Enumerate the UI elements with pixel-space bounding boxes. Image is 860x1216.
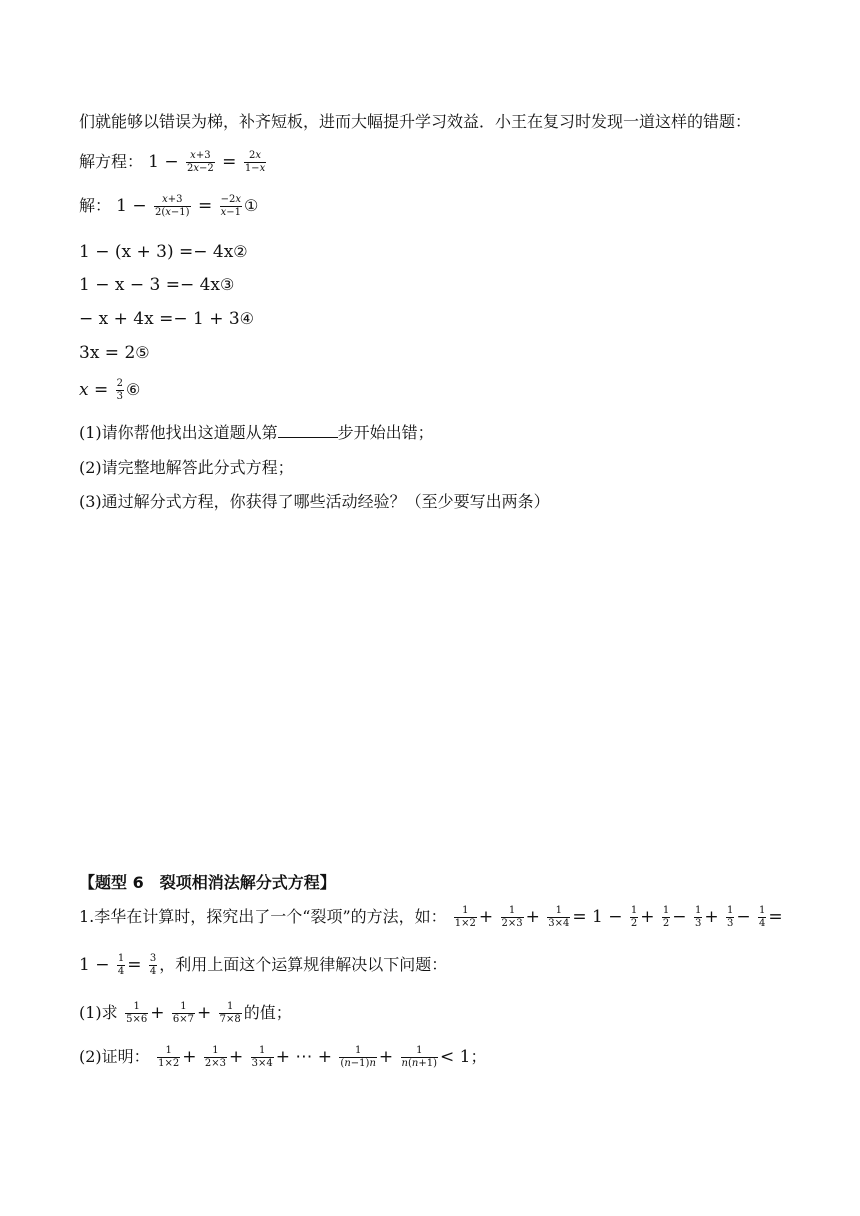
circled-number: ② — [233, 242, 248, 261]
fraction: $\frac{2}{3}$ — [116, 378, 124, 402]
part-2-tail: ； — [470, 1047, 487, 1066]
question-1-tail: 步开始出错； — [337, 423, 434, 442]
problem-intro-line — [79, 905, 783, 930]
step-1-math: 1 − $\frac{x+3}{2(x-1)}$ = $\frac{-2x}{x-1}$ — [116, 194, 241, 218]
question-3 — [79, 490, 550, 514]
problem-intro-text: 1.李华在计算时，探究出了一个“裂项”的方法，如： — [79, 907, 447, 926]
fraction: $\frac{1}{(n-1)n}$ — [340, 1045, 376, 1069]
equation-line — [79, 150, 268, 175]
part-2-label: (2)证明： — [79, 1047, 150, 1066]
question-1 — [79, 421, 434, 445]
circled-number: ④ — [239, 309, 255, 328]
answer-blank[interactable] — [278, 422, 338, 438]
step-4-math: − x + 4x =− 1 + 3 — [79, 309, 240, 329]
question-3-text: (3)通过解分式方程，你获得了哪些活动经验？（至少要写出两条） — [79, 492, 550, 511]
solution-step-5 — [79, 341, 150, 365]
part-1-label: (1)求 — [79, 1003, 118, 1022]
rule-math: 1 − $\frac{1}{4}$ = $\frac{3}{4}$ — [79, 953, 157, 977]
circled-number: ① — [244, 196, 259, 215]
solution-label: 解： — [79, 196, 112, 215]
fraction: $\frac{1}{2}$ — [662, 905, 670, 929]
split-example-math: $\frac{1}{1\times 2}$ + $\frac{1}{2\times 3}$ + $\frac{1}{3\times 4}$ = 1 − $\frac{1}{2}$ + $\frac{1}{2}$ − $\frac{1}{3}$ + $\frac{1}{3}$ − $\frac{1}{4}$ = — [454, 905, 783, 929]
fraction: $\frac{1}{6\times 7}$ — [172, 1001, 194, 1025]
fraction: $\frac{1}{7\times 8}$ — [219, 1001, 241, 1025]
fraction: $\frac{1}{3\times 4}$ — [251, 1045, 273, 1069]
solution-step-6 — [79, 378, 140, 403]
circled-number: ③ — [220, 275, 235, 294]
circled-number: ⑥ — [126, 380, 141, 399]
equation-label: 解方程： — [79, 152, 144, 171]
fraction: $\frac{1}{1\times 2}$ — [454, 905, 476, 929]
fraction: $\frac{1}{2}$ — [630, 905, 638, 929]
problem-rule-line — [79, 953, 447, 978]
equation-math: 1 − $\frac{x+3}{2x-2}$ = $\frac{2x}{1-x}$ — [148, 150, 266, 174]
section-heading-text: 【题型 6 裂项相消法解分式方程】 — [79, 873, 336, 892]
solution-step-1 — [79, 194, 258, 219]
problem-part-1 — [79, 1001, 292, 1026]
circled-number: ⑤ — [135, 343, 150, 362]
rule-tail: ，利用上面这个运算规律解决以下问题： — [159, 955, 448, 974]
fraction: $\frac{1}{3}$ — [726, 905, 734, 929]
fraction: $\frac{1}{1\times 2}$ — [158, 1045, 180, 1069]
fraction: $\frac{1}{3}$ — [694, 905, 702, 929]
question-2-text: (2)请完整地解答此分式方程； — [79, 458, 294, 477]
part-2-math: $\frac{1}{1\times 2}$ + $\frac{1}{2\times 3}$ + $\frac{1}{3\times 4}$ + ⋯ + $\frac{1}{(n-1)n}$ + $\frac{1}{n(n+1)}$ < 1 — [158, 1045, 471, 1069]
solution-step-3 — [79, 273, 234, 297]
problem-part-2 — [79, 1045, 487, 1070]
fraction: $\frac{1}{2\times 3}$ — [204, 1045, 226, 1069]
fraction: $\frac{-2x}{x-1}$ — [220, 194, 241, 218]
fraction: $\frac{x+3}{2x-2}$ — [186, 150, 214, 174]
step-3-math: 1 − x − 3 =− 4x — [79, 275, 221, 295]
fraction: $\frac{1}{3\times 4}$ — [548, 905, 570, 929]
fraction: $\frac{1}{4}$ — [117, 953, 125, 977]
question-2 — [79, 456, 294, 480]
intro-line — [79, 110, 751, 134]
step-2-math: 1 − (x + 3) =− 4x — [79, 242, 234, 262]
fraction: $\frac{1}{5\times 6}$ — [126, 1001, 148, 1025]
fraction: $\frac{1}{2\times 3}$ — [501, 905, 523, 929]
step-5-math: 3x = 2 — [79, 343, 136, 363]
solution-step-4 — [79, 307, 254, 331]
part-1-math: $\frac{1}{5\times 6}$ + $\frac{1}{6\times 7}$ + $\frac{1}{7\times 8}$ — [126, 1001, 241, 1025]
fraction: $\frac{1}{n(n+1)}$ — [401, 1045, 438, 1069]
fraction: $\frac{1}{4}$ — [759, 905, 766, 929]
intro-text: 们就能够以错误为梯，补齐短板，进而大幅提升学习效益．小王在复习时发现一道这样的错题： — [79, 112, 752, 131]
part-1-tail: 的值； — [243, 1003, 292, 1022]
fraction: $\frac{x+3}{2(x-1)}$ — [154, 194, 190, 218]
step-6-math: x = $\frac{2}{3}$ — [79, 378, 124, 402]
section-heading — [79, 870, 336, 893]
fraction: $\frac{2x}{1-x}$ — [244, 150, 266, 174]
fraction: $\frac{3}{4}$ — [149, 953, 157, 977]
solution-step-2 — [79, 240, 248, 264]
question-1-text: (1)请你帮他找出这道题从第 — [79, 423, 278, 442]
